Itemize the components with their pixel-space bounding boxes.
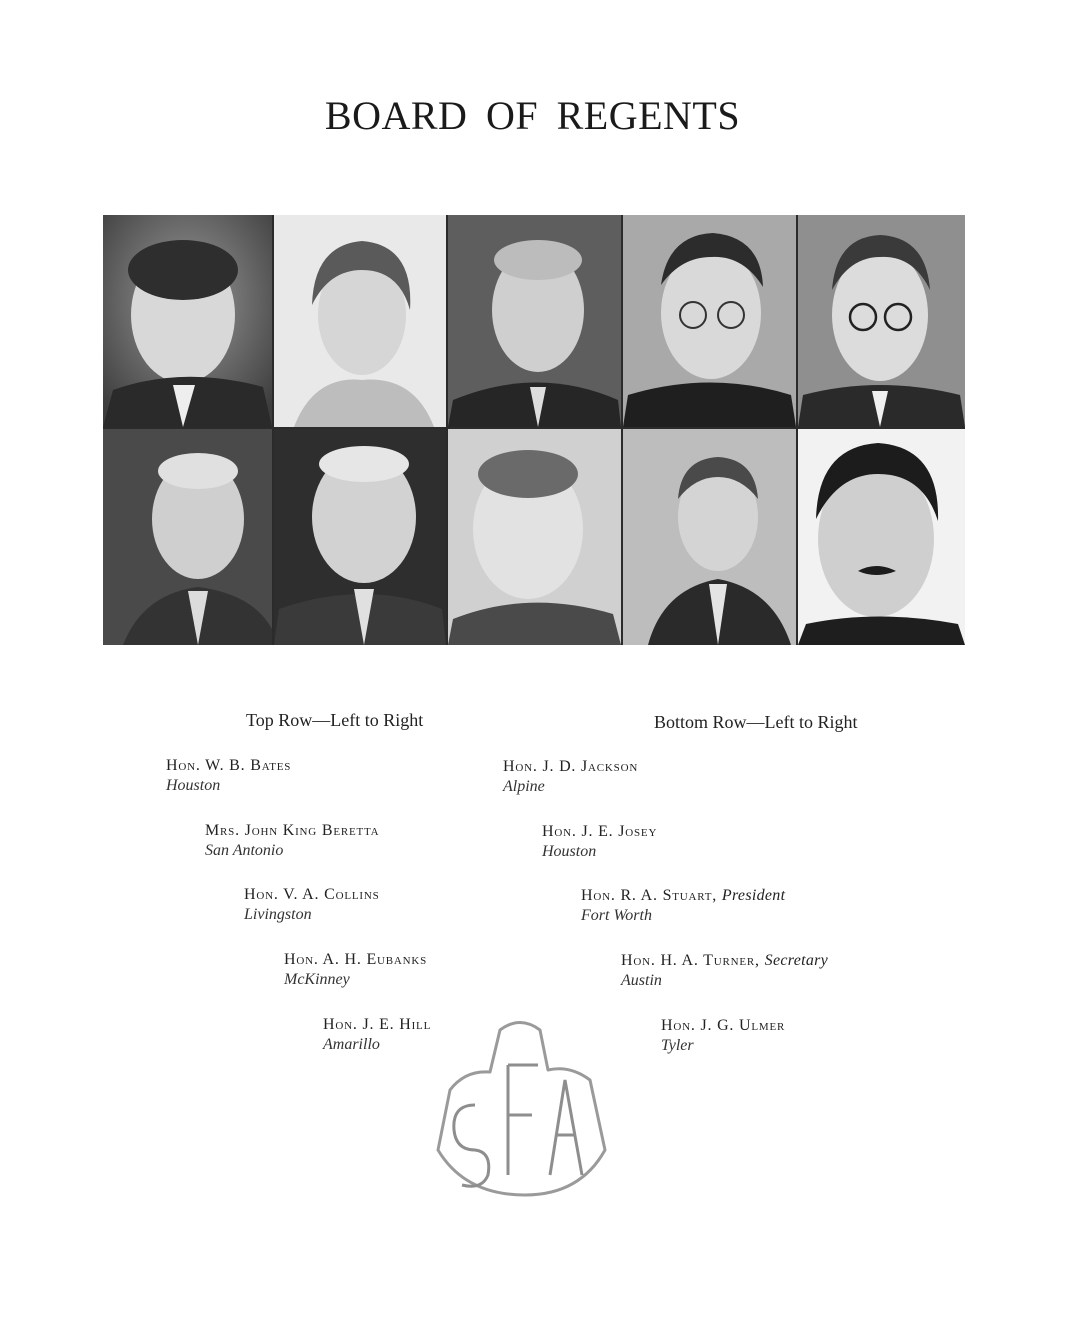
- sfa-seal-icon: [430, 1010, 610, 1200]
- regent-office: President: [721, 887, 786, 904]
- regent-name: Hon. R. A. Stuart,: [581, 887, 718, 904]
- portrait-top-1: [103, 215, 272, 427]
- page-title: BOARD OF REGENTS: [324, 93, 741, 138]
- portrait-top-2: [274, 215, 446, 427]
- regent-city: Amarillo: [323, 1036, 380, 1053]
- regent-office: Secretary: [764, 952, 829, 969]
- regent-entry: [284, 950, 427, 990]
- regent-city: Alpine: [503, 778, 545, 795]
- portrait-bottom-1: [103, 429, 272, 645]
- regent-name: Hon. W. B. Bates: [166, 757, 292, 774]
- regent-entry: [503, 757, 638, 797]
- regent-entry: [661, 1016, 785, 1056]
- portrait-grid: [103, 215, 965, 645]
- regent-name: Hon. H. A. Turner,: [621, 952, 760, 969]
- regent-city: Houston: [166, 777, 221, 794]
- regent-entry: [542, 822, 657, 862]
- portrait-top-3: [448, 215, 621, 427]
- portrait-bottom-2: [274, 429, 446, 645]
- regent-name-with-title: [621, 951, 828, 971]
- portrait-bottom-5: [798, 429, 965, 645]
- regent-name-with-title: [581, 886, 785, 906]
- regent-city: McKinney: [284, 971, 350, 988]
- regent-entry: [323, 1015, 431, 1055]
- regent-entry: [205, 821, 379, 861]
- regent-entry: [621, 951, 828, 991]
- regent-city: Tyler: [661, 1037, 694, 1054]
- regent-city: Austin: [621, 972, 662, 989]
- regent-name: Hon. J. E. Josey: [542, 823, 658, 840]
- regent-city: San Antonio: [205, 842, 284, 859]
- portrait-top-4: [623, 215, 796, 427]
- regent-entry: [581, 886, 785, 926]
- regent-city: Houston: [542, 843, 597, 860]
- regent-name: Hon. A. H. Eubanks: [284, 951, 428, 968]
- portrait-top-5: [798, 215, 965, 427]
- regent-name: Hon. V. A. Collins: [244, 886, 380, 903]
- regent-name: Hon. J. E. Hill: [323, 1016, 432, 1033]
- regent-name: Hon. J. D. Jackson: [503, 758, 639, 775]
- regent-name: Mrs. John King Beretta: [205, 822, 380, 839]
- regent-entry: [244, 885, 380, 925]
- regent-city: Livingston: [244, 906, 312, 923]
- regent-entry: [166, 756, 291, 796]
- regent-city: Fort Worth: [581, 907, 652, 924]
- portrait-bottom-3: [448, 429, 621, 645]
- portrait-bottom-4: [623, 429, 796, 645]
- bottom-row-heading: Bottom Row—Left to Right: [654, 712, 858, 732]
- top-row-heading: Top Row—Left to Right: [246, 710, 424, 730]
- regent-name: Hon. J. G. Ulmer: [661, 1017, 786, 1034]
